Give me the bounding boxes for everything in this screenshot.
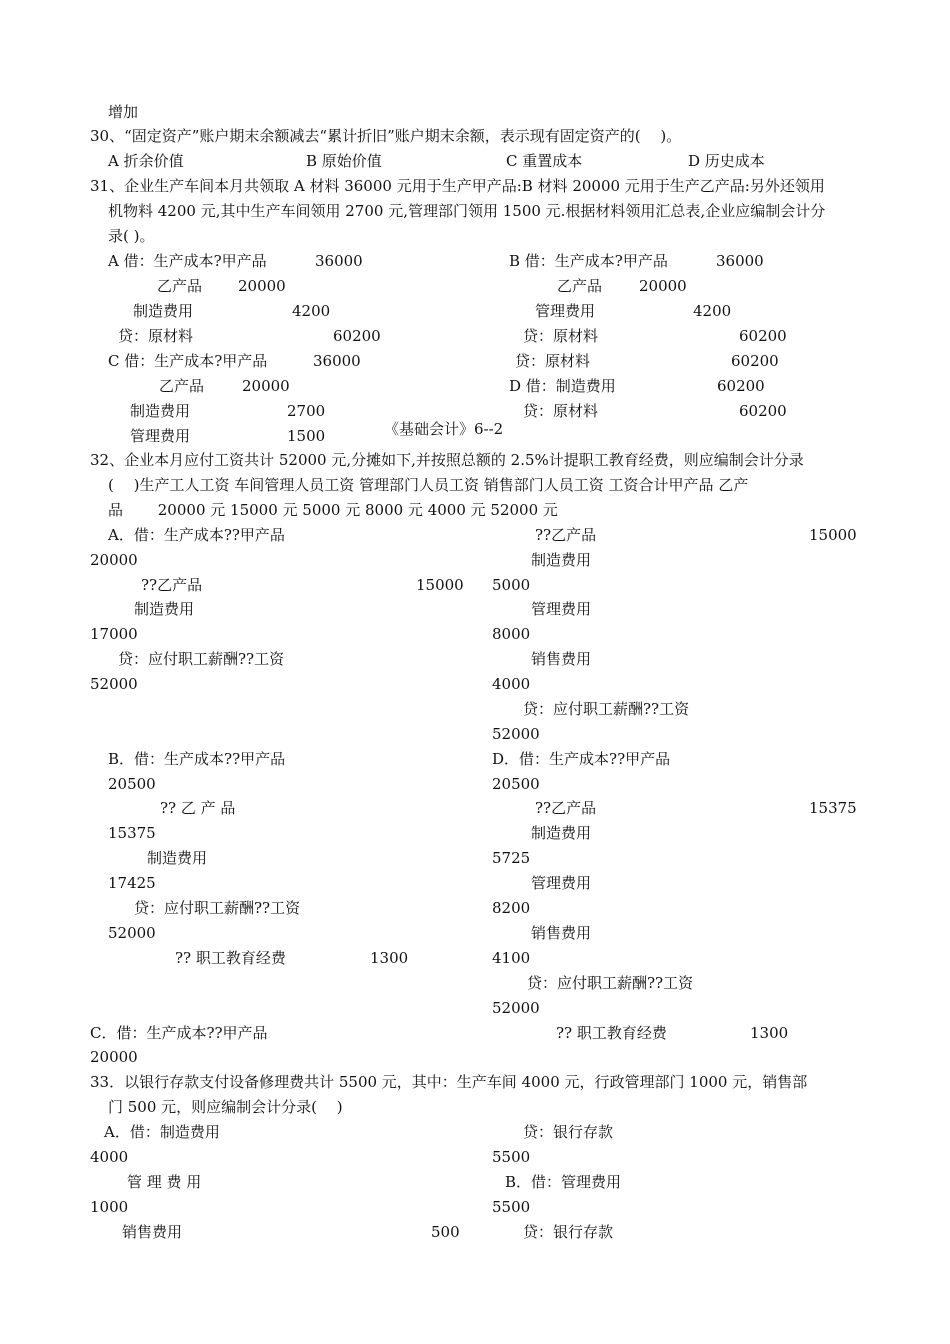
entry-amount: 52000	[108, 924, 156, 942]
entry-account: 制造费用	[130, 402, 191, 420]
entry-account: 管理费用	[531, 600, 592, 618]
entry-amount: 20000	[90, 551, 138, 569]
entry-account: A．借：生产成本??甲产品	[108, 526, 285, 544]
entry-account: A 借：生产成本?甲产品	[108, 252, 267, 270]
entry-amount: 15375	[809, 799, 857, 817]
entry-amount: 60200	[739, 327, 787, 345]
entry-amount: 17000	[90, 625, 138, 643]
entry-amount: 1300	[750, 1024, 789, 1042]
entry-amount: 20500	[492, 775, 540, 793]
entry-amount: 5000	[492, 576, 531, 594]
entry-account: ?? 乙 产 品	[160, 799, 236, 817]
question-stem: 门 500 元，则应编制会计分录( )	[108, 1098, 343, 1116]
entry-amount: 17425	[108, 874, 156, 892]
entry-amount: 1500	[287, 427, 326, 445]
question-stem: 30、“固定资产”账户期末余额减去“累计折旧”账户期末余额，表示现有固定资产的( )。	[90, 127, 682, 145]
entry-amount: 36000	[313, 352, 361, 370]
entry-account: C 借：生产成本?甲产品	[108, 352, 268, 370]
entry-amount: 36000	[716, 252, 764, 270]
entry-account: 贷：应付职工薪酬??工资	[527, 974, 694, 992]
entry-amount: 52000	[492, 725, 540, 743]
entry-account: C．借：生产成本??甲产品	[90, 1024, 268, 1042]
entry-account: 制造费用	[531, 551, 592, 569]
entry-amount: 20500	[108, 775, 156, 793]
entry-amount: 15000	[809, 526, 857, 544]
entry-account: 制造费用	[531, 824, 592, 842]
entry-account: 贷：应付职工薪酬??工资	[134, 899, 301, 917]
question-stem: 品 20000 元 15000 元 5000 元 8000 元 4000 元 52000 元	[108, 501, 558, 519]
entry-amount: 500	[431, 1223, 460, 1241]
question-stem: 31、企业生产车间本月共领取 A 材料 36000 元用于生产甲产品:B 材料 20000 元用于生产乙产品:另外还领用	[90, 177, 825, 195]
option-a: A 折余价值	[108, 152, 184, 170]
page-footer: 《基础会计》6--2	[384, 420, 504, 438]
entry-amount: 60200	[731, 352, 779, 370]
entry-account: 制造费用	[133, 302, 194, 320]
entry-account: B．借：管理费用	[505, 1173, 622, 1191]
entry-amount: 1300	[370, 949, 409, 967]
continuation-text: 增加	[108, 103, 139, 121]
entry-amount: 4000	[492, 675, 531, 693]
entry-amount: 60200	[717, 377, 765, 395]
question-stem: 录( )。	[108, 227, 155, 245]
entry-account: 制造费用	[147, 849, 208, 867]
entry-account: ?? 职工教育经费	[175, 949, 286, 967]
entry-amount: 5725	[492, 849, 531, 867]
question-stem: ( )生产工人工资 车间管理人员工资 管理部门人员工资 销售部门人员工资 工资合计甲产品 乙产	[108, 476, 749, 494]
entry-amount: 20000	[238, 277, 286, 295]
entry-amount: 60200	[739, 402, 787, 420]
entry-amount: 8200	[492, 899, 531, 917]
entry-account: B 借：生产成本?甲产品	[509, 252, 668, 270]
entry-account: 销售费用	[531, 650, 592, 668]
entry-amount: 36000	[315, 252, 363, 270]
entry-account: 制造费用	[134, 600, 195, 618]
question-stem: 32、企业本月应付工资共计 52000 元,分摊如下,并按照总额的 2.5%计提职工教育经费，则应编制会计分录	[90, 451, 804, 469]
option-c: C 重置成本	[506, 152, 583, 170]
entry-account: 销售费用	[531, 924, 592, 942]
entry-account: 贷：应付职工薪酬??工资	[118, 650, 285, 668]
entry-account: B．借：生产成本??甲产品	[108, 750, 286, 768]
entry-amount: 4200	[292, 302, 331, 320]
entry-account: D 借：制造费用	[509, 377, 616, 395]
entry-account: 贷：原材料	[118, 327, 194, 345]
entry-amount: 20000	[639, 277, 687, 295]
entry-account: 销售费用	[122, 1223, 183, 1241]
entry-account: 管 理 费 用	[127, 1173, 202, 1191]
entry-account: A．借：制造费用	[104, 1123, 220, 1141]
question-stem: 33．以银行存款支付设备修理费共计 5500 元，其中：生产车间 4000 元，行政管理部门 1000 元，销售部	[90, 1073, 808, 1091]
entry-account: 贷：银行存款	[523, 1123, 614, 1141]
entry-amount: 5500	[492, 1148, 531, 1166]
entry-amount: 4100	[492, 949, 531, 967]
option-d: D 历史成本	[688, 152, 765, 170]
entry-amount: 20000	[90, 1048, 138, 1066]
entry-amount: 4200	[693, 302, 732, 320]
option-b: B 原始价值	[306, 152, 382, 170]
entry-account: 乙产品	[159, 377, 205, 395]
entry-amount: 15000	[416, 576, 464, 594]
entry-account: ??乙产品	[535, 526, 597, 544]
entry-account: 管理费用	[531, 874, 592, 892]
entry-account: 乙产品	[157, 277, 203, 295]
entry-account: 贷：原材料	[523, 327, 599, 345]
entry-account: 乙产品	[557, 277, 603, 295]
entry-account: D．借：生产成本??甲产品	[492, 750, 671, 768]
entry-amount: 52000	[492, 999, 540, 1017]
entry-account: 贷：原材料	[515, 352, 591, 370]
entry-account: ?? 职工教育经费	[556, 1024, 667, 1042]
entry-amount: 1000	[90, 1198, 129, 1216]
question-stem: 机物料 4200 元,其中生产车间领用 2700 元,管理部门领用 1500 元.根据材料领用汇总表,企业应编制会计分	[108, 202, 826, 220]
entry-account: 管理费用	[130, 427, 191, 445]
entry-amount: 60200	[333, 327, 381, 345]
entry-account: 贷：应付职工薪酬??工资	[523, 700, 690, 718]
entry-account: 贷：银行存款	[523, 1223, 614, 1241]
entry-amount: 5500	[492, 1198, 531, 1216]
entry-amount: 52000	[90, 675, 138, 693]
entry-account: 管理费用	[535, 302, 596, 320]
entry-account: ??乙产品	[141, 576, 203, 594]
entry-account: ??乙产品	[535, 799, 597, 817]
entry-amount: 20000	[242, 377, 290, 395]
entry-amount: 8000	[492, 625, 531, 643]
entry-amount: 4000	[90, 1148, 129, 1166]
entry-amount: 2700	[287, 402, 326, 420]
entry-amount: 15375	[108, 824, 156, 842]
entry-account: 贷：原材料	[523, 402, 599, 420]
